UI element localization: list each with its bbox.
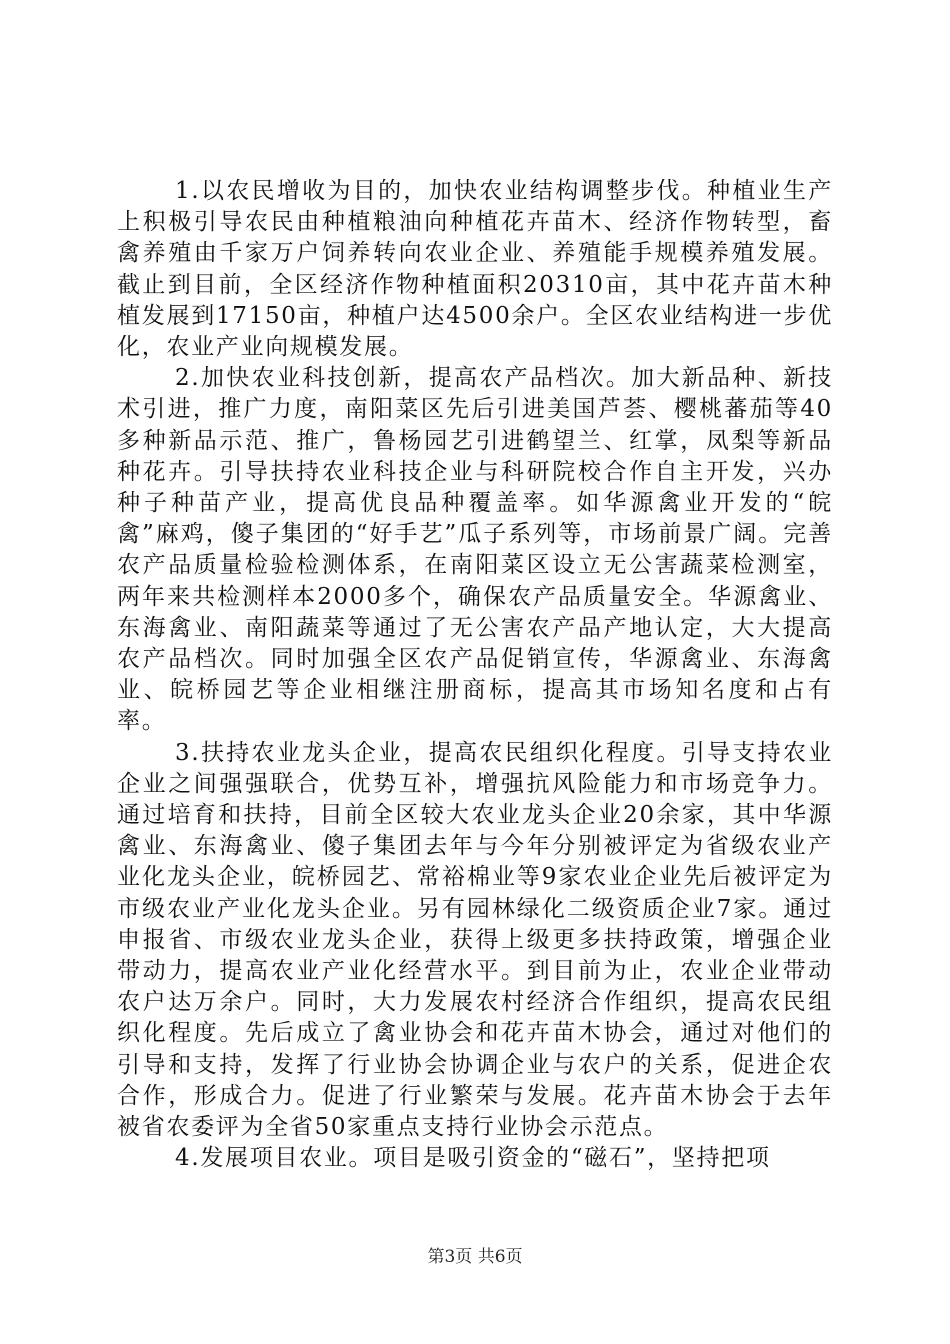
- paragraph-2: 2.加快农业科技创新，提高农产品档次。加大新品种、新技术引进，推广力度，南阳菜区先后引进美国芦荟、樱桃蕃茄等40多种新品示范、推广，鲁杨园艺引进鹤望兰、红掌，凤梨等新品种花卉。引导扶持农业科技企业与科研院校合作自主开发，兴办种子种苗产业，提高优良品种覆盖率。如华源禽业开发的“皖禽”麻鸡，傻子集团的“好手艺”瓜子系列等，市场前景广阔。完善农产品质量检验检测体系，在南阳菜区设立无公害蔬菜检测室，两年来共检测样本2000多个，确保农产品质量安全。华源禽业、东海禽业、南阳蔬菜等通过了无公害农产品产地认定，大大提高农产品档次。同时加强全区农产品促销宣传，华源禽业、东海禽业、皖桥园艺等企业相继注册商标，提高其市场知名度和占有率。: [117, 365, 833, 735]
- body-text: [117, 176, 833, 1175]
- paragraph-1: 1.以农民增收为目的，加快农业结构调整步伐。种植业生产上积极引导农民由种植粮油向种植花卉苗木、经济作物转型，畜禽养殖由千家万户饲养转向农业企业、养殖能手规模养殖发展。截止到目前，全区经济作物种植面积20310亩，其中花卉苗木种植发展到17150亩，种植户达4500余户。全区农业结构进一步优化，农业产业向规模发展。: [117, 178, 833, 361]
- page-footer: 第3页 共6页: [427, 1247, 523, 1267]
- paragraph-3: 3.扶持农业龙头企业，提高农民组织化程度。引导支持农业企业之间强强联合，优势互补，增强抗风险能力和市场竞争力。通过培育和扶持，目前全区较大农业龙头企业20余家，其中华源禽业、东海禽业、傻子集团去年与今年分别被评定为省级农业产业化龙头企业，皖桥园艺、常裕棉业等9家农业企业先后被评定为市级农业产业化龙头企业。另有园林绿化二级资质企业7家。通过申报省、市级农业龙头企业，获得上级更多扶持政策，增强企业带动力，提高农业产业化经营水平。到目前为止，农业企业带动农户达万余户。同时，大力发展农村经济合作组织，提高农民组织化程度。先后成立了禽业协会和花卉苗木协会，通过对他们的引导和支持，发挥了行业协会协调企业与农户的关系，促进企农合作，形成合力。促进了行业繁荣与发展。花卉苗木协会于去年被省农委评为全省50家重点支持行业协会示范点。: [117, 739, 833, 1141]
- paragraph-4: 4.发展项目农业。项目是吸引资金的“磁石”，坚持把项: [175, 1145, 771, 1172]
